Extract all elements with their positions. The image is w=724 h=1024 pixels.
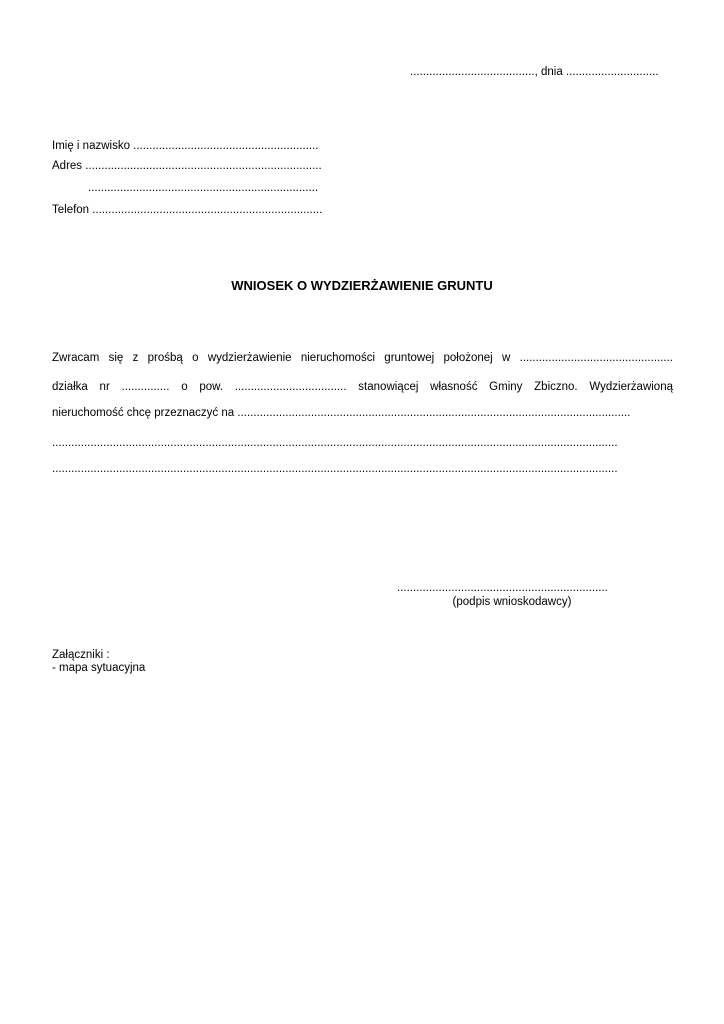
applicant-name-field: Imię i nazwisko ..........................................................: [52, 140, 319, 152]
attachment-item: - mapa sytuacyjna: [52, 662, 146, 674]
document-title: WNIOSEK O WYDZIERŻAWIENIE GRUNTU: [231, 278, 493, 293]
applicant-phone-field: Telefon ........................................................................: [52, 204, 323, 216]
place-date-line: ......................................., dnia .............................: [410, 66, 659, 78]
applicant-address-continuation: ........................................................................: [88, 182, 319, 194]
body-line-5: .................................................................................................................................................................................: [52, 463, 618, 475]
body-line-2: działka nr ............... o pow. ................................... stanowiącej własność Gminy Zbiczno. Wydzierżawioną: [52, 381, 673, 393]
signature-line: ..................................................................: [397, 582, 608, 594]
signature-label: (podpis wnioskodawcy): [452, 596, 572, 608]
attachments-heading: Załączniki :: [52, 649, 110, 661]
applicant-address-field: Adres ..........................................................................: [52, 160, 322, 172]
body-line-1: Zwracam się z prośbą o wydzierżawienie nieruchomości gruntowej położonej w ................................................: [52, 352, 673, 364]
body-line-4: .................................................................................................................................................................................: [52, 437, 618, 449]
body-line-3: nieruchomość chcę przeznaczyć na ...........................................................................................................................: [52, 407, 631, 419]
